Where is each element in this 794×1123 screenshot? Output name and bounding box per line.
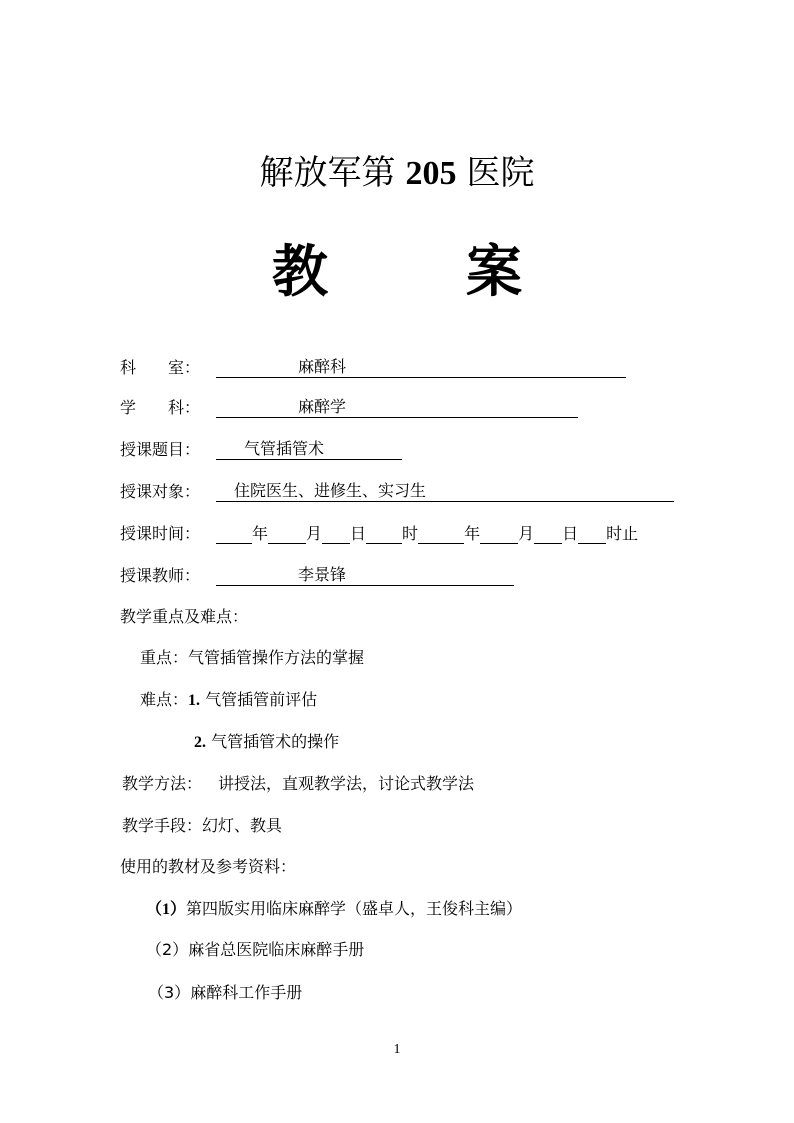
field-topic — [120, 440, 402, 460]
unit-hour: 时 — [402, 524, 419, 543]
doc-type-char-2: 案 — [466, 239, 522, 305]
blank-hour-end — [578, 524, 606, 544]
difficulty-num: 2. — [194, 734, 206, 751]
field-underline — [216, 440, 402, 460]
field-underline — [216, 358, 626, 378]
field-underline — [216, 482, 674, 502]
blank-year-start — [216, 524, 252, 544]
reference-text: 第四版实用临床麻醉学（盛卓人，王俊科主编） — [186, 899, 523, 918]
difficulty-2 — [194, 732, 339, 753]
references-heading: 使用的教材及参考资料： — [120, 857, 297, 876]
reference-num: （3） — [148, 983, 191, 1002]
hospital-number: 205 — [405, 155, 457, 192]
document-title — [0, 145, 794, 194]
field-underline — [216, 566, 514, 586]
focus-label: 重点： — [140, 648, 189, 667]
difficulty-label: 难点： — [140, 690, 189, 709]
unit-year-end: 年 — [464, 524, 481, 543]
reference-item — [146, 899, 522, 920]
field-value: 麻醉学 — [298, 397, 347, 416]
reference-num: （2） — [146, 940, 189, 959]
field-department — [120, 358, 626, 378]
title-prefix: 解放军第 — [259, 153, 396, 193]
unit-day: 日 — [350, 524, 367, 543]
teaching-methods — [122, 774, 474, 794]
unit-day-end: 日 — [562, 524, 579, 543]
field-label: 授课对象： — [120, 482, 201, 501]
methods-label: 教学方法： — [122, 774, 203, 793]
field-value: 气管插管术 — [244, 439, 325, 458]
blank-year-end — [418, 524, 464, 544]
means-value: 幻灯、教具 — [202, 816, 283, 835]
field-value: 李景锋 — [298, 565, 347, 584]
difficulty-text: 气管插管术的操作 — [211, 732, 340, 751]
key-points-heading: 教学重点及难点： — [120, 607, 249, 626]
unit-hour-end: 时止 — [606, 524, 639, 543]
blank-day-end — [534, 524, 562, 544]
title-suffix: 医院 — [466, 153, 535, 193]
blank-day-start — [322, 524, 350, 544]
reference-item — [146, 940, 364, 960]
blank-month-start — [268, 524, 306, 544]
reference-num: （1） — [146, 901, 187, 918]
focus-point — [140, 648, 364, 668]
focus-value: 气管插管操作方法的掌握 — [188, 648, 365, 667]
field-value: 麻醉科 — [298, 357, 347, 376]
field-audience — [120, 482, 674, 502]
teaching-means — [122, 816, 282, 836]
difficulty-num: 1. — [188, 692, 201, 709]
difficulty-text: 气管插管前评估 — [205, 690, 318, 709]
doc-type-char-1: 教 — [272, 239, 328, 305]
field-teacher — [120, 566, 514, 586]
unit-year: 年 — [252, 524, 269, 543]
means-label: 教学手段： — [122, 816, 203, 835]
field-label: 授课题目： — [120, 440, 201, 459]
methods-value: 讲授法，直观教学法，讨论式教学法 — [218, 774, 475, 793]
blank-hour-start — [366, 524, 402, 544]
difficulty-1 — [140, 690, 317, 711]
field-label: 学 科： — [120, 398, 201, 417]
reference-text: 麻醉科工作手册 — [190, 983, 303, 1002]
unit-month: 月 — [306, 524, 323, 543]
field-time — [120, 524, 638, 544]
field-label: 授课时间： — [120, 524, 201, 543]
field-subject — [120, 398, 578, 418]
reference-text: 麻省总医院临床麻醉手册 — [188, 940, 365, 959]
unit-month-end: 月 — [518, 524, 535, 543]
field-label: 授课教师： — [120, 566, 201, 585]
field-value: 住院医生、进修生、实习生 — [234, 481, 427, 500]
field-underline — [216, 398, 578, 418]
field-label: 科 室： — [120, 358, 201, 377]
reference-item — [148, 983, 302, 1003]
page-number: 1 — [393, 1042, 401, 1057]
blank-month-end — [480, 524, 518, 544]
